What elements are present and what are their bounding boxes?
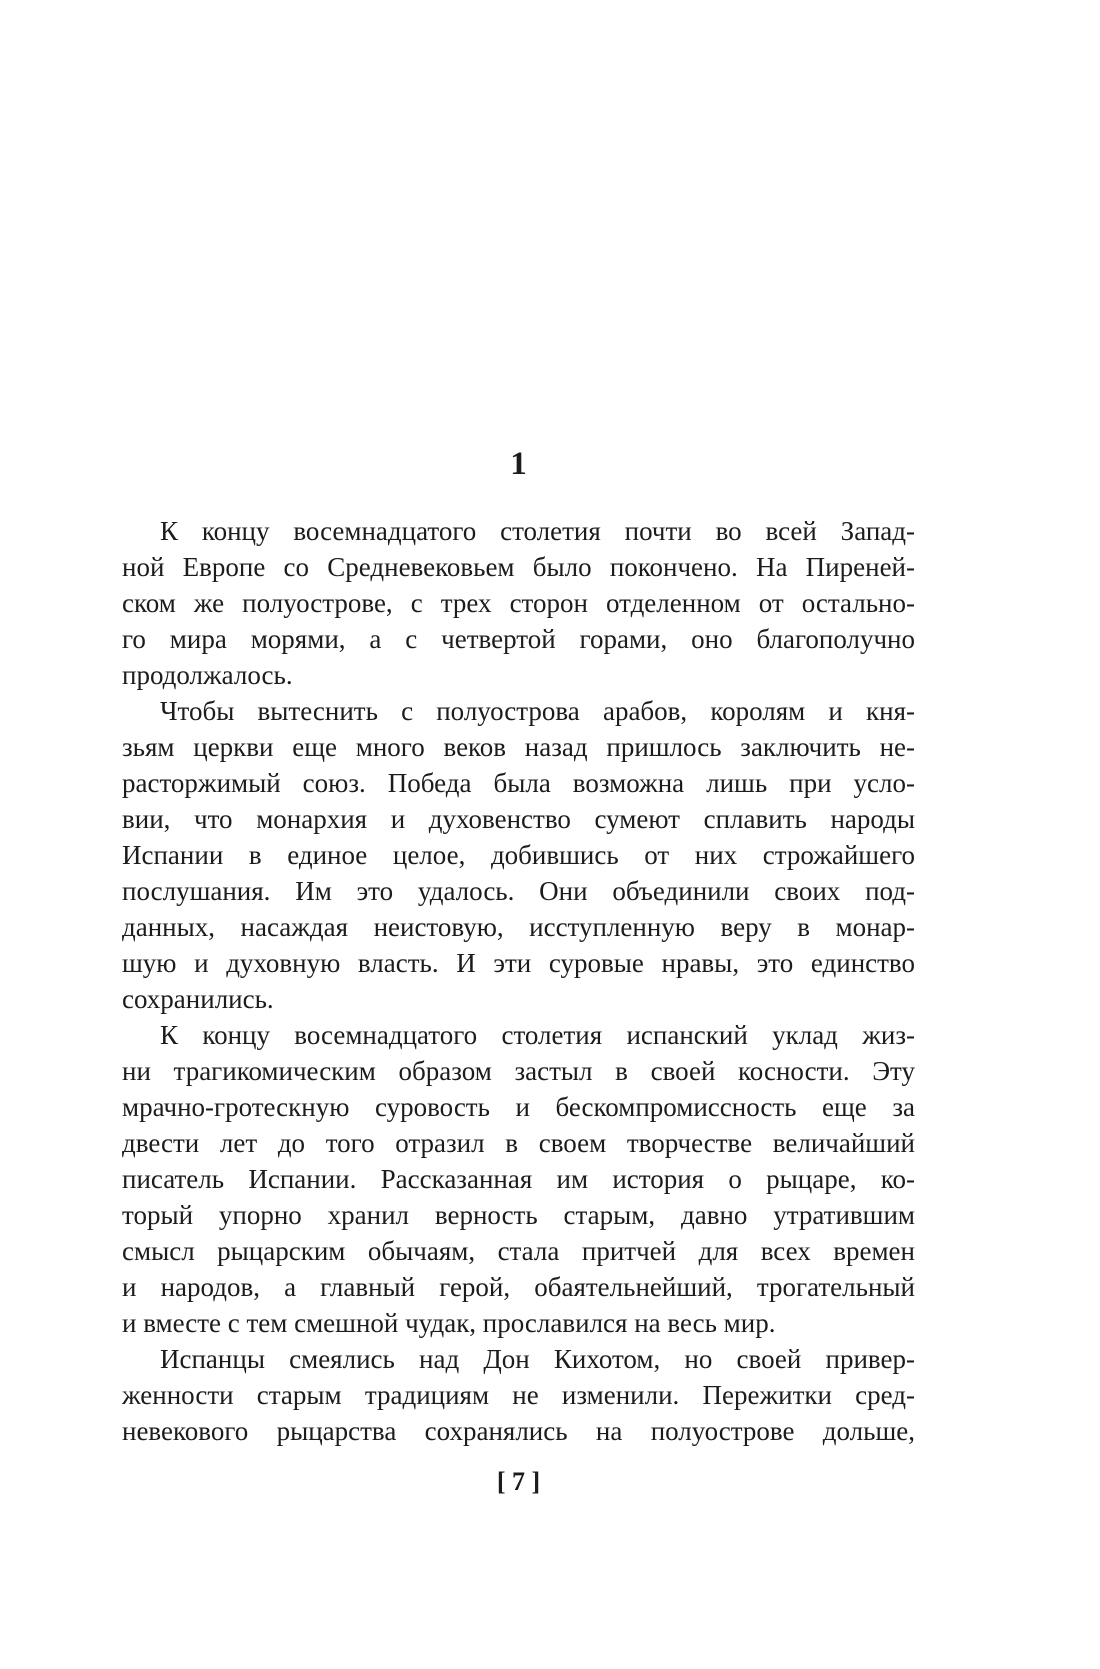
- text-line: данных, насаждая неистовую, исступленную веру в монар-: [122, 912, 915, 942]
- text-line: го мира морями, а с четвертой горами, оно благополучно: [122, 624, 915, 654]
- text-line: К концу восемнадцатого столетия испанский уклад жиз-: [160, 1020, 915, 1050]
- text-line: вии, что монархия и духовенство сумеют сплавить народы: [122, 804, 915, 834]
- text-line: и народов, а главный герой, обаятельнейший, трогательный: [122, 1272, 915, 1302]
- page-number: [ 7 ]: [496, 1467, 541, 1496]
- text-line: смысл рыцарским обычаям, стала притчей для всех времен: [122, 1236, 915, 1266]
- text-line: ной Европе со Средневековьем было покончено. На Пиреней-: [122, 552, 915, 582]
- text-line: невекового рыцарства сохранялись на полуострове дольше,: [122, 1416, 915, 1446]
- text-line: и вместе с тем смешной чудак, прославился на весь мир.: [122, 1308, 776, 1338]
- chapter-number: 1: [510, 446, 527, 482]
- text-line: писатель Испании. Рассказанная им история о рыцаре, ко-: [122, 1164, 915, 1194]
- text-line: К концу восемнадцатого столетия почти во всей Запад-: [160, 516, 915, 546]
- text-line: шую и духовную власть. И эти суровые нравы, это единство: [122, 948, 915, 978]
- text-line: Испании в единое целое, добившись от них строжайшего: [122, 840, 915, 870]
- text-line: торый упорно хранил верность старым, давно утратившим: [122, 1200, 915, 1230]
- text-line: ском же полуострове, с трех сторон отделенном от остально-: [122, 588, 915, 618]
- text-line: сохранились.: [122, 984, 274, 1014]
- text-line: Чтобы вытеснить с полуострова арабов, королям и кня-: [160, 696, 915, 726]
- text-line: послушания. Им это удалось. Они объединили своих под-: [122, 876, 915, 906]
- text-line: продолжалось.: [122, 660, 293, 690]
- text-line: женности старым традициям не изменили. Пережитки сред-: [122, 1380, 915, 1410]
- text-line: мрачно-гротескную суровость и бескомпромиссность еще за: [122, 1092, 915, 1122]
- text-line: ни трагикомическим образом застыл в своей косности. Эту: [122, 1056, 915, 1086]
- text-line: расторжимый союз. Победа была возможна лишь при усло-: [122, 768, 915, 798]
- text-line: Испанцы смеялись над Дон Кихотом, но своей привер-: [160, 1344, 915, 1374]
- body-text: [122, 513, 915, 1449]
- text-line: двести лет до того отразил в своем творчестве величайший: [122, 1128, 915, 1158]
- text-line: зьям церкви еще много веков назад пришлось заключить не-: [122, 732, 915, 762]
